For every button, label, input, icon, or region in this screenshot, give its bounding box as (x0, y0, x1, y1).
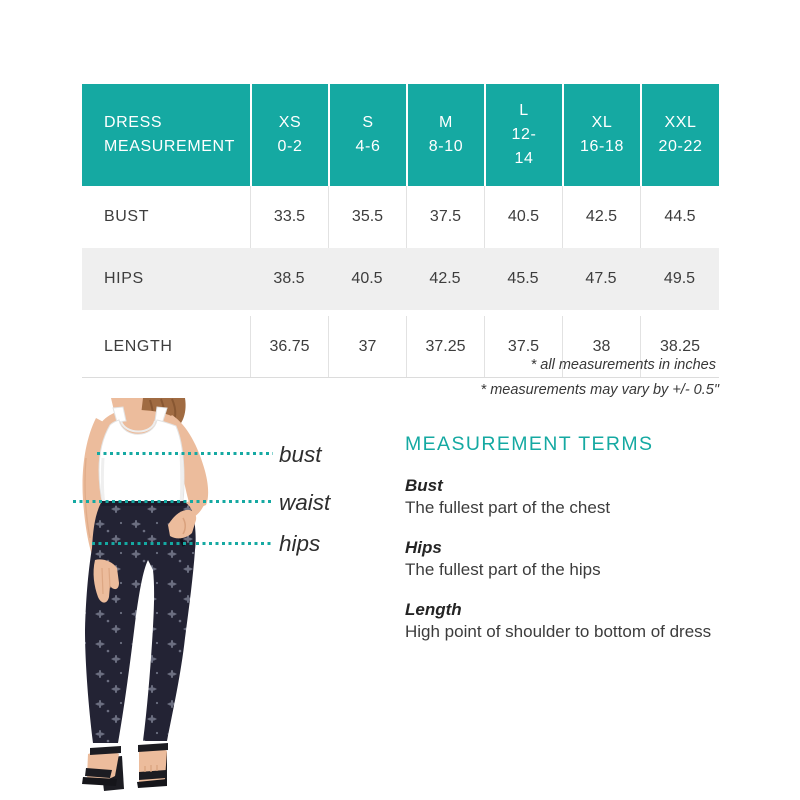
table-cell: 49.5 (663, 270, 696, 287)
term-item-length (405, 599, 745, 642)
term-name: Length (405, 600, 462, 619)
size-range: 8-10 (428, 138, 464, 155)
table-cell: 37.5 (406, 186, 484, 248)
row-label: HIPS (104, 270, 144, 287)
size-range: 12-14 (511, 126, 537, 167)
table-cell: 45.5 (507, 270, 539, 287)
footnote-measurements-in-inches: * all measurements in inches (530, 357, 716, 373)
terms-title: MEASUREMENT TERMS (405, 433, 654, 455)
size-name: XS (278, 114, 302, 131)
table-cell: 38 (562, 316, 640, 377)
header-cell-m (406, 84, 484, 186)
row-label: BUST (104, 208, 150, 225)
waist-measurement-line (73, 500, 273, 503)
header-cell-l (484, 84, 562, 186)
hips-label: hips (279, 531, 321, 556)
table-cell: 36.75 (250, 316, 328, 377)
term-definition: The fullest part of the hips (405, 560, 601, 579)
header-cell-xl (562, 84, 640, 186)
size-name: L (519, 102, 529, 119)
size-range: 4-6 (355, 138, 381, 155)
table-cell: 42.5 (562, 186, 640, 248)
table-cell: 44.5 (640, 186, 719, 248)
size-table-header-row (82, 84, 719, 186)
table-row-bust (82, 186, 719, 248)
table-cell: 47.5 (585, 270, 617, 287)
right-shoe (137, 743, 168, 788)
size-range: 16-18 (580, 138, 624, 155)
table-cell: 40.5 (351, 270, 383, 287)
size-name: M (439, 114, 453, 131)
hips-measurement-line (92, 542, 273, 545)
header-cell-xxl (640, 84, 719, 186)
term-definition: The fullest part of the chest (405, 498, 611, 517)
table-cell: 37.5 (484, 316, 562, 377)
table-cell: 38.25 (640, 316, 719, 377)
term-item-bust (405, 475, 745, 518)
term-name: Hips (405, 538, 442, 557)
table-cell: 38.5 (273, 270, 305, 287)
row-label: LENGTH (104, 337, 173, 355)
header-cell-dress-measurement: DRESS MEASUREMENT (104, 114, 236, 155)
left-shoe (82, 746, 124, 791)
header-cell-xs (250, 84, 328, 186)
size-range: 20-22 (658, 138, 703, 155)
size-name: S (362, 114, 374, 131)
term-item-hips (405, 537, 745, 580)
size-name: XL (591, 114, 613, 131)
table-row-hips (82, 248, 719, 316)
size-range: 0-2 (277, 138, 303, 155)
table-cell: 35.5 (328, 186, 406, 248)
term-definition: High point of shoulder to bottom of dress (405, 622, 712, 641)
table-cell: 42.5 (429, 270, 461, 287)
footnote-measurements-may-vary: * measurements may vary by +/- 0.5" (480, 382, 719, 398)
size-table (82, 84, 719, 378)
header-cell-s (328, 84, 406, 186)
table-cell: 37.25 (406, 316, 484, 377)
term-name: Bust (405, 476, 443, 495)
size-name: XXL (664, 114, 697, 131)
table-cell: 40.5 (484, 186, 562, 248)
table-cell: 33.5 (250, 186, 328, 248)
bust-label: bust (279, 442, 322, 467)
waist-label: waist (279, 490, 331, 515)
measurement-terms-section (405, 433, 745, 642)
table-cell: 37 (328, 316, 406, 377)
bust-measurement-line (97, 452, 273, 455)
